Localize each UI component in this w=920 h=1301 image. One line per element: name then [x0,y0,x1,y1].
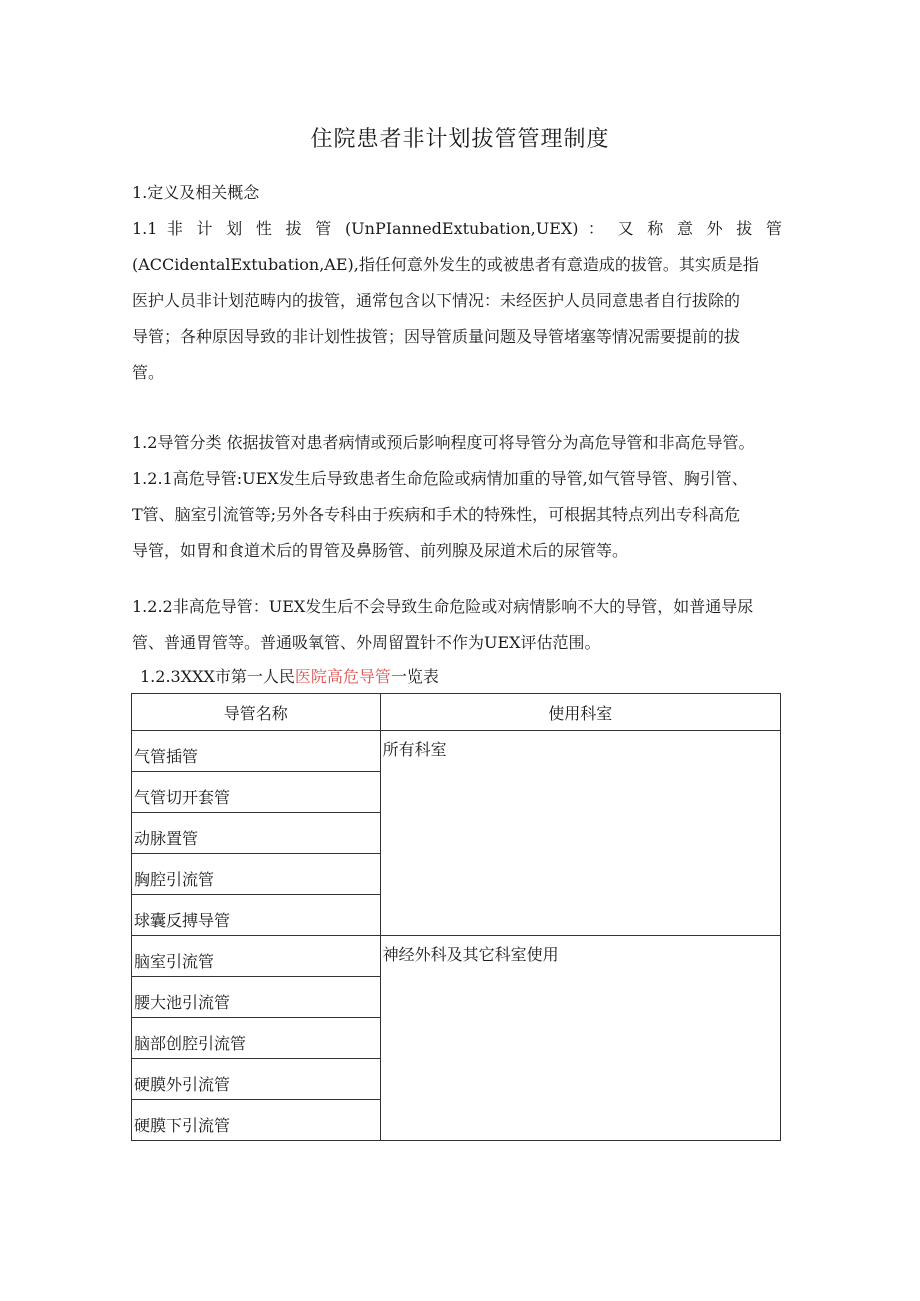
caption-highlight: 医院高危导管 [294,667,391,686]
catheter-name-cell: 球囊反搏导管 [132,895,381,936]
section-1-1-line-5: 管。 [132,363,165,382]
catheter-name-cell: 脑室引流管 [132,936,381,977]
section-1-2-2-line-2: 管、普通胃管等。普通吸氧管、外周留置针不作为UEX评估范围。 [132,633,601,652]
table-row [132,936,781,977]
section-1-heading: 1.定义及相关概念 [132,183,260,202]
catheter-name-cell: 硬膜外引流管 [132,1059,381,1100]
catheter-name-cell: 气管插管 [132,731,381,772]
high-risk-catheter-table [131,693,781,1141]
section-1-2-2-line-1: 1.2.2非高危导管：UEX发生后不会导致生命危险或对病情影响不大的导管，如普通导尿 [132,597,754,616]
catheter-name-cell: 脑部创腔引流管 [132,1018,381,1059]
section-1-1-line-3: 医护人员非计划范畴内的拔管，通常包含以下情况：未经医护人员同意患者自行拔除的 [132,291,741,310]
catheter-name-cell: 动脉置管 [132,813,381,854]
catheter-name-cell: 气管切开套管 [132,772,381,813]
document-title: 住院患者非计划拔管管理制度 [310,127,610,152]
section-1-1-line-1: 1.1 非 计 划 性 拔 管 (UnPIannedExtubation,UEX) ： 又 称 意 外 拔 管 [132,219,782,238]
catheter-name-cell: 胸腔引流管 [132,854,381,895]
section-1-2-1-line-2: T管、脑室引流管等;另外各专科由于疾病和手术的特殊性，可根据其特点列出专科高危 [132,505,741,524]
section-1-2: 1.2导管分类 依据拔管对患者病情或预后影响程度可将导管分为高危导管和非高危导管。 [132,433,755,452]
department-cell: 所有科室 [380,731,780,936]
catheter-name-cell: 硬膜下引流管 [132,1100,381,1141]
header-catheter-name: 导管名称 [132,694,381,731]
header-department: 使用科室 [380,694,780,731]
table-row [132,731,781,772]
section-1-2-3-caption [140,662,790,692]
caption-suffix: 一览表 [390,667,439,686]
table-header-row [132,694,781,731]
catheter-name-cell: 腰大池引流管 [132,977,381,1018]
caption-prefix: 1.2.3XXX市第一人民 [140,667,295,686]
section-1-1-line-4: 导管；各种原因导致的非计划性拔管；因导管质量问题及导管堵塞等情况需要提前的拔 [132,327,741,346]
section-1-2-1-line-3: 导管，如胃和食道术后的胃管及鼻肠管、前列腺及尿道术后的尿管等。 [132,541,629,560]
department-cell: 神经外科及其它科室使用 [380,936,780,1141]
section-1-2-1-line-1: 1.2.1高危导管:UEX发生后导致患者生命危险或病情加重的导管,如气管导管、胸引管、 [132,469,748,488]
section-1-1-line-2: (ACCidentalExtubation,AE),指任何意外发生的或被患者有意造成的拔管。其实质是指 [132,255,759,274]
